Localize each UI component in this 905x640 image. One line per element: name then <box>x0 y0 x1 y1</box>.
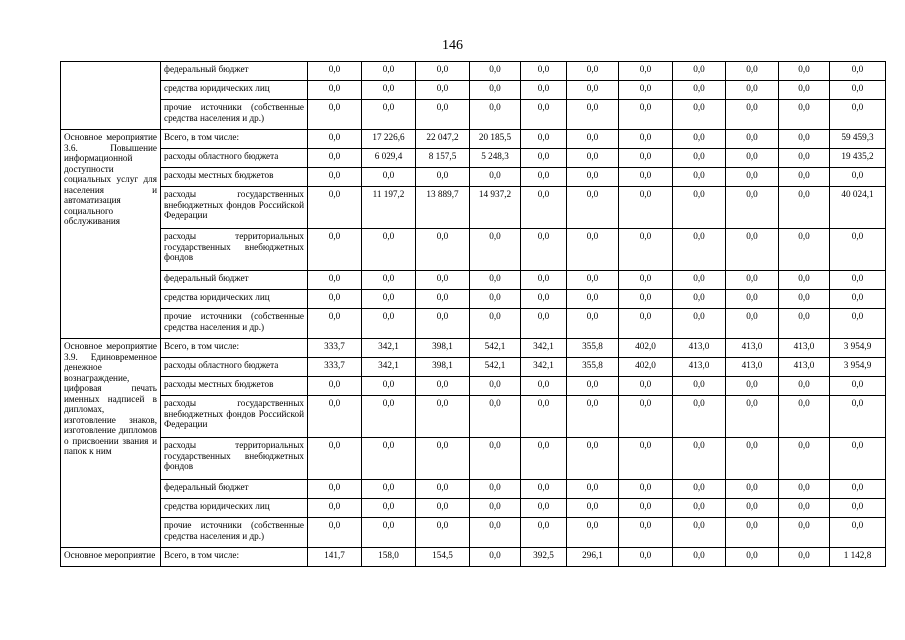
value-cell: 0,0 <box>362 396 416 438</box>
value-cell: 13 889,7 <box>416 187 470 229</box>
value-cell: 0,0 <box>521 480 567 499</box>
value-cell: 0,0 <box>416 100 470 130</box>
value-cell: 0,0 <box>567 377 619 396</box>
value-cell: 0,0 <box>619 271 673 290</box>
value-cell: 0,0 <box>726 100 779 130</box>
value-cell: 0,0 <box>308 149 362 168</box>
funding-source-cell: расходы территориальных государственных внебюджетных фондов <box>161 229 308 271</box>
funding-source-cell: Всего, в том числе: <box>161 130 308 149</box>
funding-source-cell: расходы территориальных государственных внебюджетных фондов <box>161 438 308 480</box>
value-cell: 0,0 <box>567 187 619 229</box>
value-cell: 0,0 <box>830 499 886 518</box>
table-row <box>61 518 886 548</box>
value-cell: 0,0 <box>567 480 619 499</box>
value-cell: 296,1 <box>567 548 619 567</box>
value-cell: 0,0 <box>416 396 470 438</box>
table-row <box>61 480 886 499</box>
value-cell: 0,0 <box>416 81 470 100</box>
funding-source-cell: средства юридических лиц <box>161 499 308 518</box>
value-cell: 0,0 <box>673 499 726 518</box>
value-cell: 0,0 <box>726 149 779 168</box>
value-cell: 0,0 <box>726 130 779 149</box>
funding-source-cell: прочие источники (собственные средства населения и др.) <box>161 309 308 339</box>
value-cell: 0,0 <box>362 438 416 480</box>
value-cell: 0,0 <box>619 187 673 229</box>
table-row <box>61 62 886 81</box>
value-cell: 0,0 <box>521 499 567 518</box>
value-cell: 0,0 <box>779 438 830 480</box>
value-cell: 542,1 <box>470 358 521 377</box>
value-cell: 0,0 <box>567 81 619 100</box>
value-cell: 0,0 <box>673 438 726 480</box>
value-cell: 0,0 <box>619 548 673 567</box>
table-row <box>61 81 886 100</box>
value-cell: 0,0 <box>619 81 673 100</box>
value-cell: 0,0 <box>470 229 521 271</box>
value-cell: 0,0 <box>521 438 567 480</box>
value-cell: 0,0 <box>726 396 779 438</box>
value-cell: 0,0 <box>308 62 362 81</box>
table-row <box>61 168 886 187</box>
value-cell: 0,0 <box>308 168 362 187</box>
value-cell: 0,0 <box>726 290 779 309</box>
value-cell: 413,0 <box>779 339 830 358</box>
value-cell: 0,0 <box>726 168 779 187</box>
table-row <box>61 548 886 567</box>
value-cell: 0,0 <box>673 480 726 499</box>
value-cell: 0,0 <box>470 438 521 480</box>
value-cell: 0,0 <box>470 290 521 309</box>
value-cell: 0,0 <box>308 518 362 548</box>
value-cell: 6 029,4 <box>362 149 416 168</box>
value-cell: 0,0 <box>779 62 830 81</box>
value-cell: 0,0 <box>308 480 362 499</box>
event-name-cell: Основное мероприятие 3.9. Единовременное денежное вознаграждение, цифровая печать именных надписей в дипломах, изготовление знаков, изготовление дипломов о присвоении звания и папок к ним <box>61 339 161 548</box>
value-cell: 0,0 <box>779 290 830 309</box>
value-cell: 0,0 <box>726 309 779 339</box>
value-cell: 0,0 <box>726 480 779 499</box>
value-cell: 0,0 <box>416 229 470 271</box>
value-cell: 0,0 <box>779 480 830 499</box>
value-cell: 14 937,2 <box>470 187 521 229</box>
funding-source-cell: расходы местных бюджетов <box>161 168 308 187</box>
value-cell: 0,0 <box>521 149 567 168</box>
event-name-cell: Основное мероприятие 3.6. Повышение информационной доступности социальных услуг для населения и автоматизация социального обслуживания <box>61 130 161 339</box>
table-row <box>61 358 886 377</box>
value-cell: 0,0 <box>619 290 673 309</box>
value-cell: 0,0 <box>619 168 673 187</box>
table-row <box>61 377 886 396</box>
value-cell: 413,0 <box>726 339 779 358</box>
value-cell: 0,0 <box>567 290 619 309</box>
value-cell: 0,0 <box>673 518 726 548</box>
value-cell: 0,0 <box>726 548 779 567</box>
value-cell: 0,0 <box>619 499 673 518</box>
value-cell: 413,0 <box>726 358 779 377</box>
value-cell: 0,0 <box>521 187 567 229</box>
value-cell: 0,0 <box>470 480 521 499</box>
funding-source-cell: расходы государственных внебюджетных фондов Российской Федерации <box>161 187 308 229</box>
value-cell: 0,0 <box>416 438 470 480</box>
value-cell: 0,0 <box>308 290 362 309</box>
value-cell: 5 248,3 <box>470 149 521 168</box>
value-cell: 1 142,8 <box>830 548 886 567</box>
funding-source-cell: прочие источники (собственные средства населения и др.) <box>161 518 308 548</box>
value-cell: 0,0 <box>567 518 619 548</box>
table-row <box>61 149 886 168</box>
value-cell: 0,0 <box>830 229 886 271</box>
value-cell: 0,0 <box>779 377 830 396</box>
value-cell: 0,0 <box>567 100 619 130</box>
value-cell: 0,0 <box>308 187 362 229</box>
value-cell: 0,0 <box>726 499 779 518</box>
value-cell: 0,0 <box>308 100 362 130</box>
value-cell: 0,0 <box>308 309 362 339</box>
value-cell: 0,0 <box>521 81 567 100</box>
value-cell: 8 157,5 <box>416 149 470 168</box>
value-cell: 355,8 <box>567 339 619 358</box>
value-cell: 402,0 <box>619 339 673 358</box>
value-cell: 0,0 <box>308 396 362 438</box>
value-cell: 0,0 <box>308 130 362 149</box>
value-cell: 0,0 <box>416 309 470 339</box>
table-row <box>61 438 886 480</box>
value-cell: 0,0 <box>470 396 521 438</box>
value-cell: 3 954,9 <box>830 358 886 377</box>
value-cell: 0,0 <box>521 309 567 339</box>
value-cell: 0,0 <box>726 438 779 480</box>
funding-source-cell: федеральный бюджет <box>161 62 308 81</box>
value-cell: 0,0 <box>416 168 470 187</box>
funding-source-cell: федеральный бюджет <box>161 480 308 499</box>
value-cell: 0,0 <box>470 62 521 81</box>
value-cell: 0,0 <box>619 377 673 396</box>
value-cell: 0,0 <box>362 309 416 339</box>
table-row <box>61 130 886 149</box>
value-cell: 0,0 <box>567 62 619 81</box>
value-cell: 0,0 <box>779 168 830 187</box>
value-cell: 0,0 <box>521 377 567 396</box>
value-cell: 0,0 <box>416 271 470 290</box>
value-cell: 0,0 <box>470 100 521 130</box>
value-cell: 158,0 <box>362 548 416 567</box>
value-cell: 0,0 <box>521 518 567 548</box>
value-cell: 402,0 <box>619 358 673 377</box>
value-cell: 0,0 <box>779 309 830 339</box>
table-row <box>61 100 886 130</box>
value-cell: 0,0 <box>779 187 830 229</box>
value-cell: 413,0 <box>673 358 726 377</box>
value-cell: 0,0 <box>673 396 726 438</box>
value-cell: 0,0 <box>779 229 830 271</box>
value-cell: 0,0 <box>521 396 567 438</box>
value-cell: 355,8 <box>567 358 619 377</box>
value-cell: 342,1 <box>521 358 567 377</box>
value-cell: 20 185,5 <box>470 130 521 149</box>
value-cell: 342,1 <box>521 339 567 358</box>
value-cell: 333,7 <box>308 339 362 358</box>
value-cell: 0,0 <box>673 81 726 100</box>
value-cell: 0,0 <box>830 309 886 339</box>
value-cell: 11 197,2 <box>362 187 416 229</box>
value-cell: 0,0 <box>673 229 726 271</box>
value-cell: 0,0 <box>673 130 726 149</box>
value-cell: 0,0 <box>416 62 470 81</box>
value-cell: 0,0 <box>362 518 416 548</box>
value-cell: 0,0 <box>673 168 726 187</box>
value-cell: 0,0 <box>830 480 886 499</box>
value-cell: 0,0 <box>619 149 673 168</box>
value-cell: 0,0 <box>779 271 830 290</box>
value-cell: 0,0 <box>673 187 726 229</box>
value-cell: 0,0 <box>830 518 886 548</box>
value-cell: 0,0 <box>673 62 726 81</box>
value-cell: 0,0 <box>830 168 886 187</box>
value-cell: 0,0 <box>470 309 521 339</box>
value-cell: 0,0 <box>673 377 726 396</box>
table-row <box>61 290 886 309</box>
value-cell: 0,0 <box>673 548 726 567</box>
value-cell: 0,0 <box>673 271 726 290</box>
value-cell: 0,0 <box>362 480 416 499</box>
value-cell: 342,1 <box>362 358 416 377</box>
value-cell: 0,0 <box>567 438 619 480</box>
value-cell: 0,0 <box>521 100 567 130</box>
value-cell: 0,0 <box>567 271 619 290</box>
value-cell: 0,0 <box>567 499 619 518</box>
budget-table <box>60 61 886 567</box>
value-cell: 0,0 <box>673 309 726 339</box>
value-cell: 19 435,2 <box>830 149 886 168</box>
value-cell: 0,0 <box>308 499 362 518</box>
value-cell: 0,0 <box>619 309 673 339</box>
value-cell: 0,0 <box>567 229 619 271</box>
funding-source-cell: расходы государственных внебюджетных фондов Российской Федерации <box>161 396 308 438</box>
table-row <box>61 396 886 438</box>
value-cell: 0,0 <box>362 377 416 396</box>
value-cell: 0,0 <box>779 499 830 518</box>
value-cell: 0,0 <box>726 377 779 396</box>
value-cell: 0,0 <box>619 438 673 480</box>
value-cell: 0,0 <box>779 130 830 149</box>
value-cell: 0,0 <box>830 438 886 480</box>
value-cell: 0,0 <box>470 548 521 567</box>
table-row <box>61 499 886 518</box>
value-cell: 413,0 <box>779 358 830 377</box>
value-cell: 0,0 <box>567 149 619 168</box>
value-cell: 0,0 <box>567 168 619 187</box>
value-cell: 0,0 <box>521 130 567 149</box>
value-cell: 0,0 <box>619 396 673 438</box>
value-cell: 0,0 <box>362 499 416 518</box>
value-cell: 0,0 <box>830 290 886 309</box>
value-cell: 0,0 <box>362 168 416 187</box>
value-cell: 0,0 <box>521 290 567 309</box>
funding-source-cell: средства юридических лиц <box>161 81 308 100</box>
value-cell: 398,1 <box>416 358 470 377</box>
value-cell: 0,0 <box>830 100 886 130</box>
value-cell: 0,0 <box>308 438 362 480</box>
budget-table-body <box>61 62 886 567</box>
funding-source-cell: федеральный бюджет <box>161 271 308 290</box>
value-cell: 0,0 <box>308 377 362 396</box>
value-cell: 154,5 <box>416 548 470 567</box>
funding-source-cell: Всего, в том числе: <box>161 548 308 567</box>
value-cell: 0,0 <box>416 290 470 309</box>
value-cell: 0,0 <box>830 62 886 81</box>
value-cell: 0,0 <box>416 499 470 518</box>
value-cell: 0,0 <box>362 81 416 100</box>
value-cell: 0,0 <box>830 396 886 438</box>
value-cell: 3 954,9 <box>830 339 886 358</box>
funding-source-cell: прочие источники (собственные средства населения и др.) <box>161 100 308 130</box>
value-cell: 0,0 <box>567 130 619 149</box>
value-cell: 0,0 <box>362 229 416 271</box>
value-cell: 0,0 <box>619 480 673 499</box>
page-number: 146 <box>442 38 463 53</box>
value-cell: 398,1 <box>416 339 470 358</box>
value-cell: 0,0 <box>362 100 416 130</box>
value-cell: 0,0 <box>362 271 416 290</box>
value-cell: 0,0 <box>619 100 673 130</box>
table-row <box>61 187 886 229</box>
value-cell: 0,0 <box>619 62 673 81</box>
value-cell: 0,0 <box>470 518 521 548</box>
funding-source-cell: Всего, в том числе: <box>161 339 308 358</box>
table-row <box>61 229 886 271</box>
value-cell: 0,0 <box>416 480 470 499</box>
value-cell: 0,0 <box>779 149 830 168</box>
value-cell: 0,0 <box>416 518 470 548</box>
value-cell: 0,0 <box>521 229 567 271</box>
value-cell: 0,0 <box>619 518 673 548</box>
value-cell: 0,0 <box>726 518 779 548</box>
value-cell: 333,7 <box>308 358 362 377</box>
value-cell: 0,0 <box>470 499 521 518</box>
value-cell: 0,0 <box>362 290 416 309</box>
value-cell: 0,0 <box>779 518 830 548</box>
value-cell: 0,0 <box>521 168 567 187</box>
value-cell: 0,0 <box>726 62 779 81</box>
value-cell: 22 047,2 <box>416 130 470 149</box>
value-cell: 0,0 <box>830 81 886 100</box>
value-cell: 0,0 <box>470 81 521 100</box>
value-cell: 0,0 <box>308 271 362 290</box>
value-cell: 141,7 <box>308 548 362 567</box>
table-row <box>61 271 886 290</box>
value-cell: 0,0 <box>470 377 521 396</box>
funding-source-cell: средства юридических лиц <box>161 290 308 309</box>
value-cell: 0,0 <box>830 377 886 396</box>
value-cell: 0,0 <box>779 396 830 438</box>
funding-source-cell: расходы областного бюджета <box>161 358 308 377</box>
value-cell: 0,0 <box>521 62 567 81</box>
value-cell: 17 226,6 <box>362 130 416 149</box>
table-row <box>61 309 886 339</box>
value-cell: 59 459,3 <box>830 130 886 149</box>
value-cell: 0,0 <box>779 100 830 130</box>
value-cell: 0,0 <box>726 187 779 229</box>
value-cell: 413,0 <box>673 339 726 358</box>
value-cell: 542,1 <box>470 339 521 358</box>
value-cell: 0,0 <box>830 271 886 290</box>
funding-source-cell: расходы местных бюджетов <box>161 377 308 396</box>
value-cell: 0,0 <box>308 229 362 271</box>
value-cell: 0,0 <box>673 100 726 130</box>
value-cell: 0,0 <box>416 377 470 396</box>
value-cell: 0,0 <box>619 229 673 271</box>
event-name-cell: Основное мероприятие <box>61 548 161 567</box>
value-cell: 0,0 <box>726 229 779 271</box>
value-cell: 392,5 <box>521 548 567 567</box>
value-cell: 0,0 <box>779 548 830 567</box>
value-cell: 40 024,1 <box>830 187 886 229</box>
value-cell: 0,0 <box>619 130 673 149</box>
value-cell: 0,0 <box>308 81 362 100</box>
value-cell: 0,0 <box>673 290 726 309</box>
event-name-cell <box>61 62 161 130</box>
value-cell: 0,0 <box>521 271 567 290</box>
value-cell: 0,0 <box>673 149 726 168</box>
value-cell: 0,0 <box>567 396 619 438</box>
value-cell: 0,0 <box>779 81 830 100</box>
value-cell: 0,0 <box>726 271 779 290</box>
value-cell: 0,0 <box>726 81 779 100</box>
value-cell: 342,1 <box>362 339 416 358</box>
value-cell: 0,0 <box>567 309 619 339</box>
funding-source-cell: расходы областного бюджета <box>161 149 308 168</box>
value-cell: 0,0 <box>362 62 416 81</box>
table-row <box>61 339 886 358</box>
value-cell: 0,0 <box>470 168 521 187</box>
value-cell: 0,0 <box>470 271 521 290</box>
